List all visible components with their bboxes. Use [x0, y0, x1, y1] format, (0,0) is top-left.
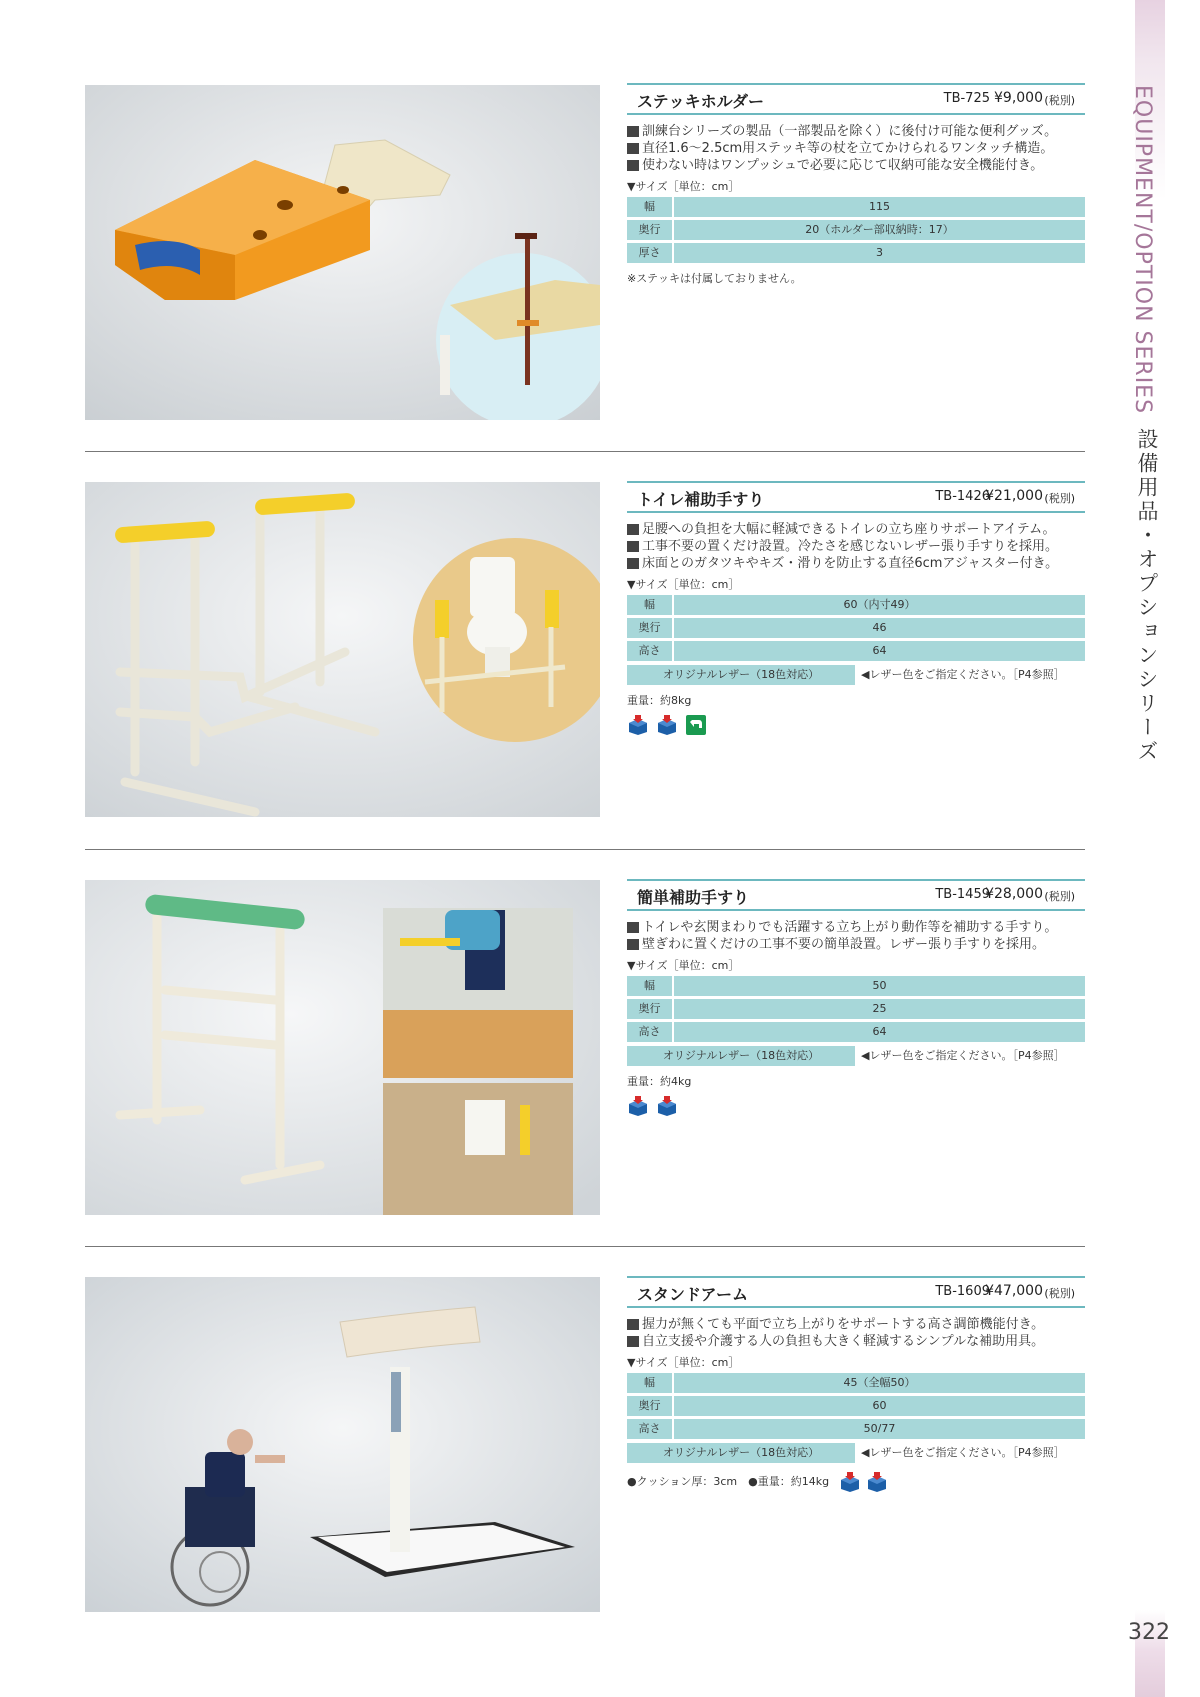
product-title-bar	[627, 83, 1085, 115]
leather-option	[627, 1046, 1085, 1066]
size-label: 奥行	[627, 618, 672, 638]
series-title-jp: 設備用品・オプションシリーズ	[1135, 428, 1159, 764]
leather-label: オリジナルレザー（18色対応）	[627, 1443, 855, 1463]
product-photo-stick-holder	[85, 85, 600, 420]
product-weight	[627, 1471, 1085, 1493]
size-row	[627, 220, 1085, 240]
size-header: ▼サイズ［単位：cm］	[627, 959, 740, 972]
assembly-required-icon	[627, 714, 649, 736]
product-description	[627, 1316, 1085, 1350]
product-info-stick-holder	[627, 83, 1085, 287]
size-label: 幅	[627, 197, 672, 217]
size-value: 45（全幅50）	[674, 1373, 1085, 1393]
tax-label: (税別)	[1044, 1287, 1075, 1300]
size-row	[627, 976, 1085, 996]
feature-icons	[839, 1471, 891, 1493]
feature-bullet: 握力が無くても平面で立ち上がりをサポートする高さ調節機能付き。	[627, 1316, 1085, 1333]
size-label: 厚さ	[627, 243, 672, 263]
feature-bullet: 工事不要の置くだけ設置。冷たさを感じないレザー張り手すりを採用。	[627, 538, 1085, 555]
product-photo-simple-handrail	[85, 880, 600, 1215]
tax-label: (税別)	[1044, 890, 1075, 903]
size-label: 奥行	[627, 220, 672, 240]
feature-bullet: 自立支援や介護する人の負担も大きく軽減するシンプルな補助用具。	[627, 1333, 1085, 1350]
product-code: TB-1426	[935, 489, 990, 504]
product-name: ステッキホルダー	[637, 92, 765, 111]
size-label: 高さ	[627, 1419, 672, 1439]
size-row	[627, 999, 1085, 1019]
product-info-simple-handrail	[627, 879, 1085, 1117]
leather-option	[627, 665, 1085, 685]
section-divider	[85, 451, 1085, 452]
product-title-bar	[627, 481, 1085, 513]
product-code: TB-1609	[935, 1284, 990, 1299]
size-row	[627, 1373, 1085, 1393]
product-weight: 重量：約8kg	[627, 694, 692, 707]
size-value: 50/77	[674, 1419, 1085, 1439]
product-price: ¥47,000	[985, 1283, 1043, 1299]
tax-label: (税別)	[1044, 492, 1075, 505]
size-value: 115	[674, 197, 1085, 217]
size-header: ▼サイズ［単位：cm］	[627, 578, 740, 591]
size-label: 高さ	[627, 641, 672, 661]
leather-option	[627, 1443, 1085, 1463]
leather-note: ◀レザー色をご指定ください。［P4参照］	[861, 1049, 1065, 1062]
product-price: ¥21,000	[985, 488, 1043, 504]
tax-label: (税別)	[1044, 94, 1075, 107]
size-value: 20（ホルダー部収納時：17）	[674, 220, 1085, 240]
feature-bullet: トイレや玄関まわりでも活躍する立ち上がり動作等を補助する手すり。	[627, 919, 1085, 936]
product-photo-stand-arm	[85, 1277, 600, 1612]
series-title-en: EQUIPMENT/OPTION SERIES	[1130, 85, 1155, 415]
size-label: 高さ	[627, 1022, 672, 1042]
size-row	[627, 1419, 1085, 1439]
size-label: 奥行	[627, 999, 672, 1019]
product-price: ¥28,000	[985, 886, 1043, 902]
leather-note: ◀レザー色をご指定ください。［P4参照］	[861, 1446, 1065, 1459]
feature-icons	[627, 1095, 1085, 1117]
size-row	[627, 1022, 1085, 1042]
size-value: 60（内寸49）	[674, 595, 1085, 615]
assembly-required-icon	[656, 1095, 678, 1117]
feature-bullet: 直径1.6〜2.5cm用ステッキ等の杖を立てかけられるワンタッチ構造。	[627, 140, 1085, 157]
size-label: 幅	[627, 1373, 672, 1393]
leather-note: ◀レザー色をご指定ください。［P4参照］	[861, 668, 1065, 681]
section-divider	[85, 849, 1085, 850]
size-label: 奥行	[627, 1396, 672, 1416]
product-name: 簡単補助手すり	[637, 888, 750, 907]
product-info-toilet-handrail	[627, 481, 1085, 736]
product-note: ※ステッキは付属しておりません。	[627, 272, 802, 285]
size-row	[627, 1396, 1085, 1416]
size-label: 幅	[627, 595, 672, 615]
product-photo-toilet-handrail	[85, 482, 600, 817]
product-weight: 重量：約4kg	[627, 1075, 692, 1088]
product-title-bar	[627, 879, 1085, 911]
size-header: ▼サイズ［単位：cm］	[627, 180, 740, 193]
page-number: 322	[1128, 1620, 1170, 1645]
size-header: ▼サイズ［単位：cm］	[627, 1356, 740, 1369]
size-value: 46	[674, 618, 1085, 638]
assembly-required-icon	[627, 1095, 649, 1117]
leather-label: オリジナルレザー（18色対応）	[627, 665, 855, 685]
size-value: 64	[674, 641, 1085, 661]
product-code: TB-725	[943, 91, 990, 106]
product-price: ¥9,000	[994, 90, 1043, 106]
product-description	[627, 919, 1085, 953]
size-value: 64	[674, 1022, 1085, 1042]
feature-bullet: 足腰への負担を大幅に軽減できるトイレの立ち座りサポートアイテム。	[627, 521, 1085, 538]
return-arrow-icon	[685, 714, 707, 736]
product-description	[627, 521, 1085, 572]
feature-bullet: 壁ぎわに置くだけの工事不要の簡単設置。レザー張り手すりを採用。	[627, 936, 1085, 953]
size-row	[627, 618, 1085, 638]
product-title-bar	[627, 1276, 1085, 1308]
size-row	[627, 243, 1085, 263]
feature-bullet: 床面とのガタツキやキズ・滑りを防止する直径6cmアジャスター付き。	[627, 555, 1085, 572]
product-description	[627, 123, 1085, 174]
size-row	[627, 197, 1085, 217]
size-row	[627, 595, 1085, 615]
size-value: 25	[674, 999, 1085, 1019]
product-name: トイレ補助手すり	[637, 490, 765, 509]
feature-bullet: 訓練台シリーズの製品（一部製品を除く）に後付け可能な便利グッズ。	[627, 123, 1085, 140]
size-row	[627, 641, 1085, 661]
feature-bullet: 使わない時はワンプッシュで必要に応じて収納可能な安全機能付き。	[627, 157, 1085, 174]
leather-label: オリジナルレザー（18色対応）	[627, 1046, 855, 1066]
assembly-required-icon	[839, 1471, 861, 1493]
product-info-stand-arm	[627, 1276, 1085, 1493]
feature-icons	[627, 714, 1085, 736]
size-value: 3	[674, 243, 1085, 263]
product-name: スタンドアーム	[637, 1285, 749, 1304]
assembly-required-icon	[866, 1471, 888, 1493]
size-value: 60	[674, 1396, 1085, 1416]
size-label: 幅	[627, 976, 672, 996]
cushion-and-weight: ●クッション厚：3cm ●重量：約14kg	[627, 1475, 830, 1488]
assembly-required-icon	[656, 714, 678, 736]
product-code: TB-1459	[935, 887, 990, 902]
size-value: 50	[674, 976, 1085, 996]
section-divider	[85, 1246, 1085, 1247]
